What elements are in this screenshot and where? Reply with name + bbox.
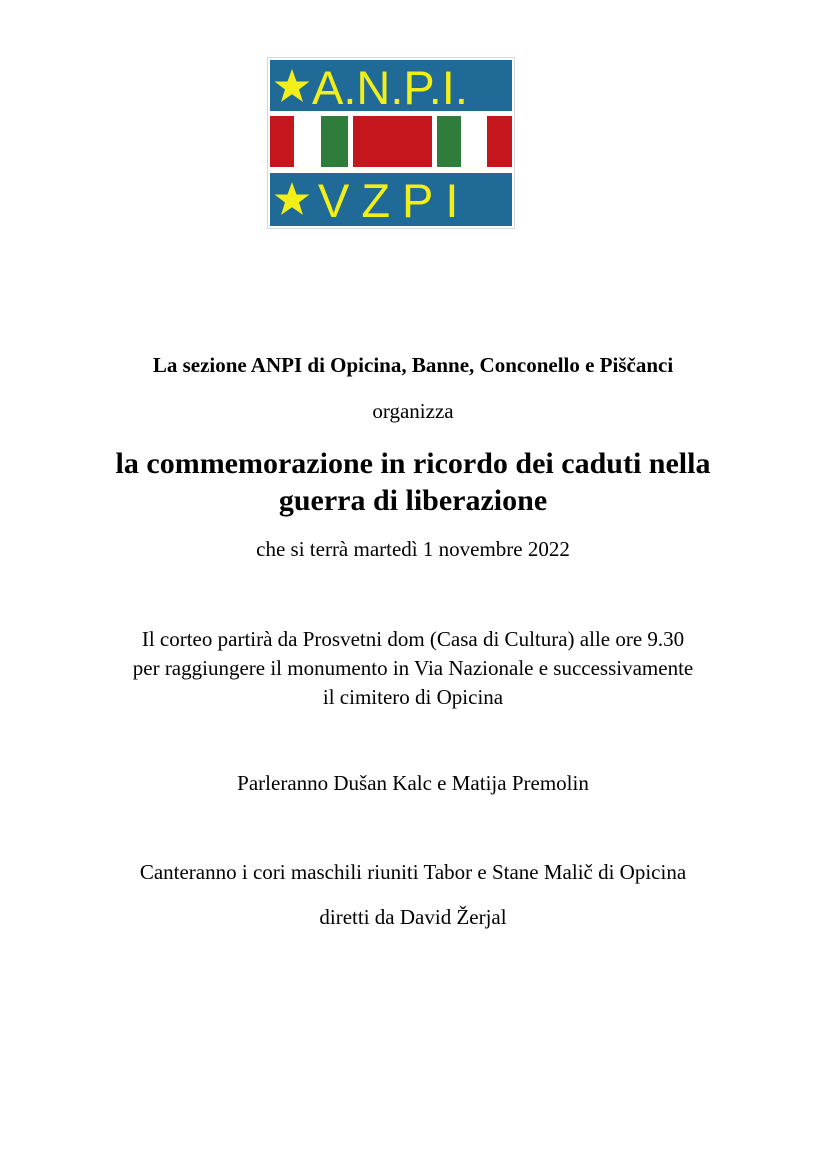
event-date: che si terrà martedì 1 novembre 2022 bbox=[256, 537, 570, 561]
choirs-line: Canteranno i cori maschili riuniti Tabor e Stane Malič di Opicina bbox=[139, 860, 687, 884]
anpi-vzpi-logo bbox=[267, 57, 515, 229]
organizes-verb: organizza bbox=[372, 399, 454, 423]
logo-stripe-white bbox=[348, 116, 353, 167]
logo-stripe-white bbox=[461, 116, 487, 167]
speakers-line: Parleranno Dušan Kalc e Matija Premolin bbox=[237, 771, 589, 795]
anpi-vzpi-logo-graphic bbox=[268, 58, 514, 228]
logo-stripe-white bbox=[294, 116, 321, 167]
logo-stripe-red bbox=[487, 116, 512, 167]
director-line: diretti da David Žerjal bbox=[319, 905, 507, 929]
procession-line: il cimitero di Opicina bbox=[322, 685, 504, 709]
logo-stripe-red bbox=[270, 116, 294, 167]
logo-stripe-green bbox=[321, 116, 348, 167]
logo-bottom-text: VZPI bbox=[318, 174, 471, 227]
procession-paragraph bbox=[0, 625, 826, 712]
event-title-line: guerra di liberazione bbox=[278, 484, 548, 517]
logo-top-text: A.N.P.I. bbox=[312, 61, 468, 114]
logo-stripe-red bbox=[353, 116, 432, 167]
logo-stripe-white bbox=[432, 116, 437, 167]
organizer-line: La sezione ANPI di Opicina, Banne, Conconello e Piščanci bbox=[152, 353, 674, 377]
procession-line: per raggiungere il monumento in Via Nazionale e successivamente bbox=[132, 656, 694, 680]
logo-stripe-green bbox=[437, 116, 461, 167]
procession-line: Il corteo partirà da Prosvetni dom (Casa di Cultura) alle ore 9.30 bbox=[141, 627, 685, 651]
event-title bbox=[0, 445, 826, 519]
event-title-line: la commemorazione in ricordo dei caduti nella bbox=[115, 447, 711, 480]
